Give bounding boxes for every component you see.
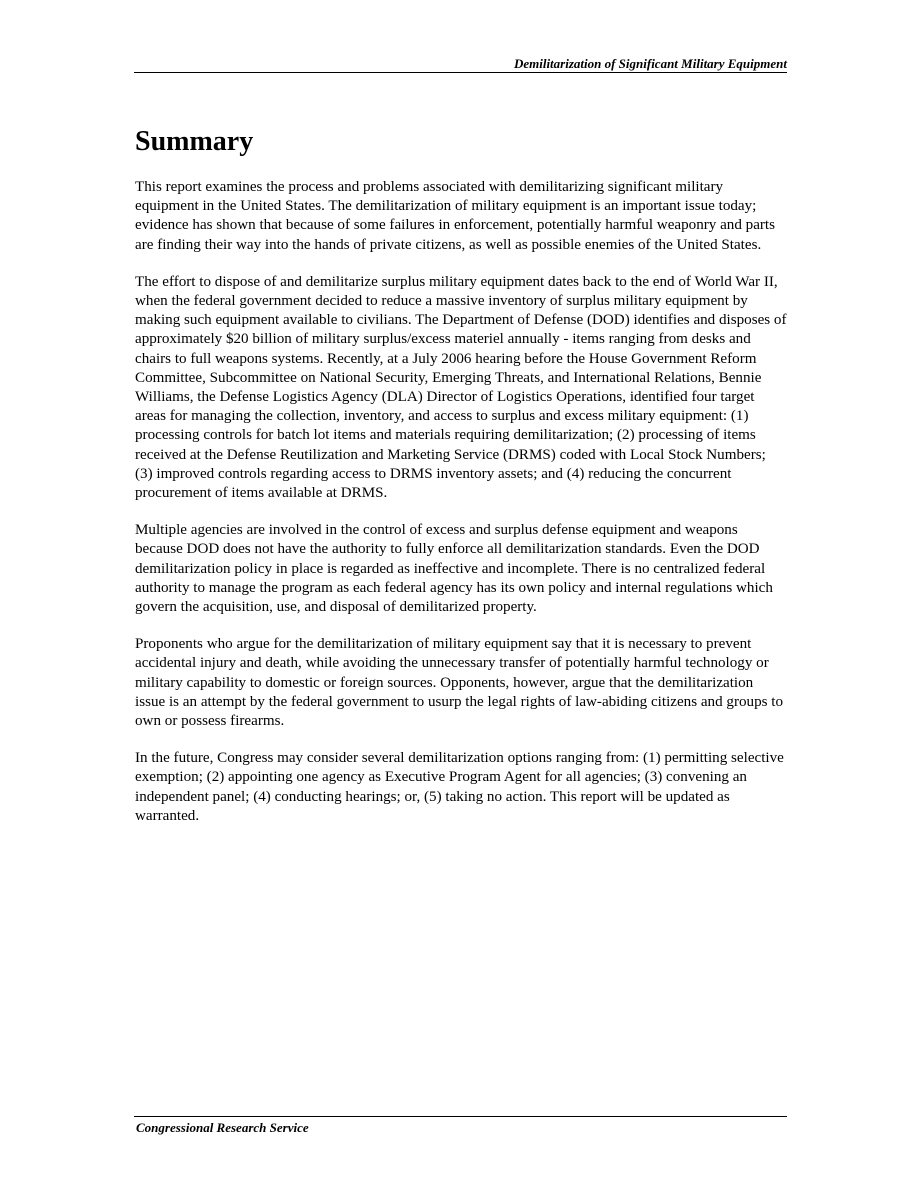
summary-body	[135, 178, 787, 844]
summary-paragraph-3: Multiple agencies are involved in the control of excess and surplus defense equipment and weapons because DOD does not have the authority to fully enforce all demilitarization standards. Even the DOD demilitarization policy in place is regarded as ineffective and incomplete. There is no centralized federal authority to manage the program as each federal agency has its own policy and internal regulations which govern the acquisition, use, and disposal of demilitarized property.	[135, 522, 773, 616]
summary-paragraph-5: In the future, Congress may consider several demilitarization options ranging from: (1) permitting selective exemption; (2) appointing one agency as Executive Program Agent for all agencies; (3) convening an independent panel; (4) conducting hearings; or, (5) taking no action. This report will be updated as warranted.	[135, 750, 784, 824]
header-divider	[134, 72, 787, 73]
footer-divider	[134, 1116, 787, 1117]
summary-paragraph-1: This report examines the process and problems associated with demilitarizing significant military equipment in the United States. The demilitarization of military equipment is an important issue today; evidence has shown that because of some failures in enforcement, potentially harmful weaponry and parts are finding their way into the hands of private citizens, as well as possible enemies of the United States.	[135, 179, 776, 253]
page-title: Summary	[135, 126, 254, 157]
running-footer: Congressional Research Service	[136, 1120, 309, 1135]
running-header: Demilitarization of Significant Military Equipment	[513, 56, 787, 71]
summary-paragraph-4: Proponents who argue for the demilitarization of military equipment say that it is necessary to prevent accidental injury and death, while avoiding the unnecessary transfer of potentially harmful technology or military capability to domestic or foreign sources. Opponents, however, argue that the demilitarization issue is an attempt by the federal government to usurp the legal rights of law-abiding citizens and groups to own or possess firearms.	[135, 636, 784, 730]
summary-paragraph-2: The effort to dispose of and demilitarize surplus military equipment dates back to the end of World War II, when the federal government decided to reduce a massive inventory of surplus military equipment by making such equipment available to civilians. The Department of Defense (DOD) identifies and disposes of approximately $20 billion of military surplus/excess materiel annually - items ranging from desks and chairs to full weapons systems. Recently, at a July 2006 hearing before the House Government Reform Committee, Subcommittee on National Security, Emerging Threats, and International Relations, Bennie Williams, the Defense Logistics Agency (DLA) Director of Logistics Operations, identified four target areas for managing the collection, inventory, and access to surplus and excess military equipment: (1) processing controls for batch lot items and materials requiring demilitarization; (2) processing of items received at the Defense Reutilization and Marketing Service (DRMS) coded with Local Stock Numbers; (3) improved controls regarding access to DRMS inventory assets; and (4) reducing the concurrent procurement of items available at DRMS.	[135, 273, 787, 502]
